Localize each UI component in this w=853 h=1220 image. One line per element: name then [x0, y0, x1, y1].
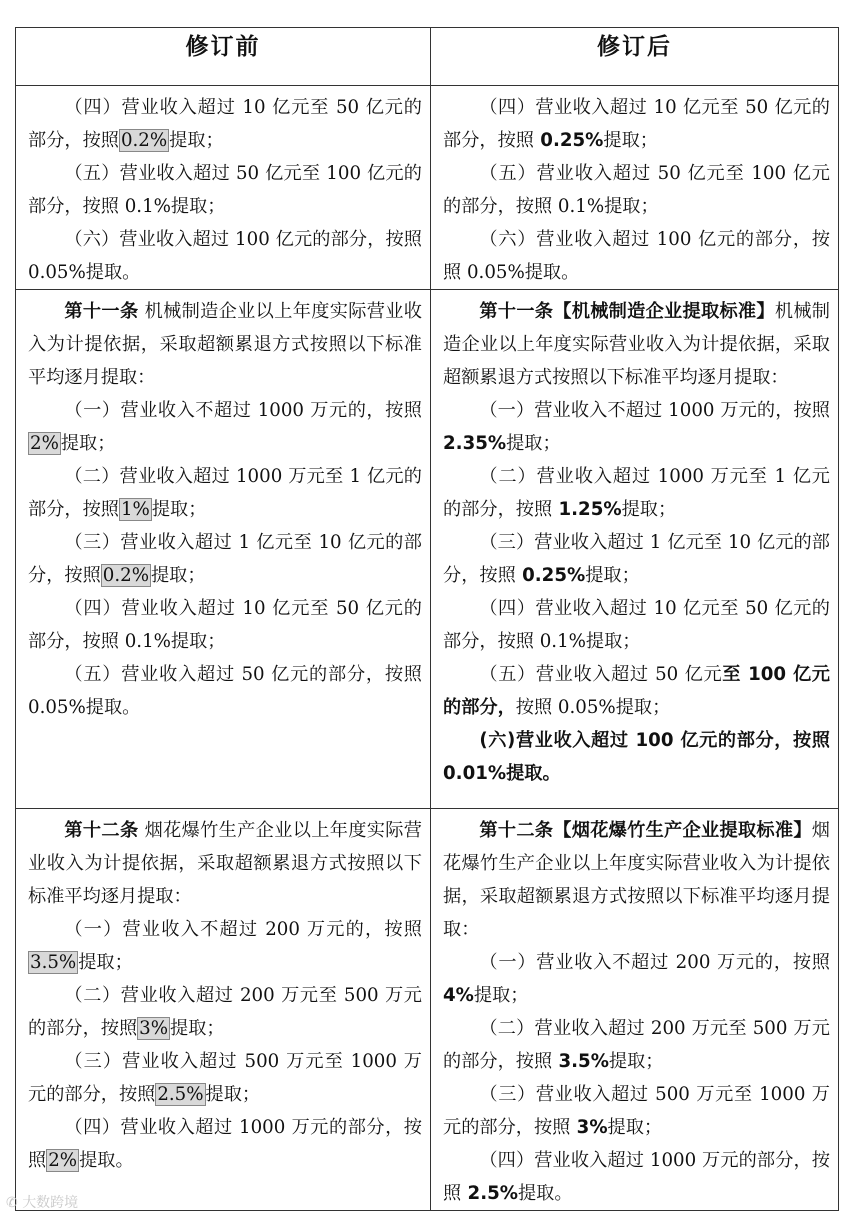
- cell-after: [431, 809, 839, 1211]
- text: （一）营业收入不超过 1000 万元的，按照: [64, 400, 422, 421]
- paragraph: [28, 1045, 422, 1111]
- text: 机械制造企业以上年度实际营业收入为计提依据，采取超额累退方式按照以下标准平均逐月提取：: [28, 301, 422, 388]
- cell-before: [16, 290, 431, 809]
- watermark-text: 大数跨境: [22, 1195, 79, 1211]
- paragraph: [443, 526, 830, 592]
- paragraph: [28, 394, 422, 460]
- paragraph: [443, 460, 830, 526]
- text: 提取；: [473, 985, 529, 1006]
- text: 提取；: [608, 1051, 664, 1072]
- cell-after: [431, 86, 839, 290]
- text: 提取；: [205, 1084, 261, 1105]
- text: 提取；: [603, 130, 658, 151]
- paragraph: [28, 1111, 422, 1177]
- article-title: 第十一条【机械制造企业提取标准】: [479, 301, 775, 322]
- text: （一）营业收入不超过 1000 万元的，按照: [479, 400, 830, 421]
- paragraph: （五）营业收入超过 50 亿元至 100 亿元的部分，按照 0.1%提取；: [443, 163, 830, 217]
- text: 提取；: [506, 433, 561, 454]
- revised-rate: 3%: [570, 1117, 608, 1138]
- highlighted-rate: 1%: [120, 499, 150, 520]
- text: 提取。: [517, 1183, 573, 1204]
- text: （二）营业收入超过 1000 万元至 1 亿元的部分，按照: [443, 466, 830, 520]
- cell-after: [431, 290, 839, 809]
- highlighted-rate: 2.5%: [157, 1084, 204, 1105]
- text: （一）营业收入不超过 200 万元的，按照: [479, 952, 830, 973]
- paragraph: [28, 91, 422, 157]
- revised-rate: 2.5%: [461, 1183, 518, 1204]
- revised-text: 至 100 亿元的部分，: [443, 664, 830, 718]
- text: （二）营业收入超过 1000 万元至 1 亿元的部分，按照: [28, 466, 422, 520]
- highlighted-rate: 2%: [48, 1150, 78, 1171]
- paragraph: [443, 658, 830, 724]
- text: 提取；: [170, 1018, 225, 1039]
- highlighted-rate: 0.2%: [102, 565, 149, 586]
- cell-before: [16, 809, 431, 1211]
- text: 提取；: [169, 130, 224, 151]
- table-row: [16, 86, 839, 290]
- revised-rate: 3.5%: [552, 1051, 609, 1072]
- text: （四）营业收入超过 10 亿元至 50 亿元的部分，按照: [443, 97, 830, 151]
- text: 提取；: [607, 1117, 663, 1138]
- text: （五）营业收入超过 50 亿元: [479, 664, 723, 685]
- revised-rate: 2.35%: [443, 433, 507, 454]
- text: （四）营业收入超过 10 亿元至 50 亿元的部分，按照: [28, 97, 422, 151]
- cell-before: [16, 86, 431, 290]
- paragraph: （六）营业收入超过 100 亿元的部分，按照 0.05%提取。: [28, 229, 422, 283]
- paragraph: [28, 979, 422, 1045]
- watermark-logo-icon: ✆: [6, 1195, 23, 1211]
- text: 机械制造企业以上年度实际营业收入为计提依据，采取超额累退方式按照以下标准平均逐月提取：: [443, 301, 830, 388]
- paragraph: [443, 1012, 830, 1078]
- text: （三）营业收入超过 1 亿元至 10 亿元的部分，按照: [443, 532, 830, 586]
- highlighted-rate: 3.5%: [30, 952, 77, 973]
- article-paragraph: [28, 295, 422, 394]
- text: 提取；: [150, 565, 206, 586]
- article-title: 第十二条: [64, 820, 139, 841]
- text: （四）营业收入超过 1000 万元的部分，按照: [443, 1150, 830, 1204]
- revised-rate: 0.25%: [533, 130, 604, 151]
- text: 提取；: [151, 499, 207, 520]
- watermark: [6, 1192, 78, 1212]
- text: （四）营业收入超过 1000 万元的部分，按照: [28, 1117, 422, 1171]
- comparison-table: [15, 27, 839, 1211]
- article-paragraph: [28, 814, 422, 913]
- new-paragraph: (六)营业收入超过 100 亿元的部分，按照 0.01%提取。: [443, 730, 830, 784]
- paragraph: [443, 1144, 830, 1210]
- paragraph: [443, 1078, 830, 1144]
- text: （三）营业收入超过 1 亿元至 10 亿元的部分，按照: [28, 532, 422, 586]
- table-row: [16, 809, 839, 1211]
- paragraph: [443, 946, 830, 1012]
- text: 提取。: [79, 1150, 134, 1171]
- paragraph: （五）营业收入超过 50 亿元的部分，按照 0.05%提取。: [28, 664, 422, 718]
- text: （二）营业收入超过 200 万元至 500 万元的部分，按照: [28, 985, 422, 1039]
- text: （一）营业收入不超过 200 万元的，按照: [64, 919, 422, 940]
- text: （三）营业收入超过 500 万元至 1000 万元的部分，按照: [443, 1084, 830, 1138]
- article-paragraph: [443, 814, 830, 946]
- paragraph: [28, 913, 422, 979]
- text: 提取；: [78, 952, 133, 973]
- paragraph: [28, 526, 422, 592]
- text: 提取；: [621, 499, 677, 520]
- paragraph: [443, 394, 830, 460]
- revised-rate: 1.25%: [552, 499, 622, 520]
- paragraph: [443, 91, 830, 157]
- text: （二）营业收入超过 200 万元至 500 万元的部分，按照: [443, 1018, 830, 1072]
- text: 烟花爆竹生产企业以上年度实际营业收入为计提依据，采取超额累退方式按照以下标准平均逐月提取：: [28, 820, 422, 907]
- paragraph: （四）营业收入超过 10 亿元至 50 亿元的部分，按照 0.1%提取；: [443, 598, 830, 652]
- highlighted-rate: 2%: [30, 433, 59, 454]
- header-before: 修订前: [16, 28, 431, 86]
- revised-rate: 0.25%: [515, 565, 586, 586]
- article-title: 第十二条【烟花爆竹生产企业提取标准】: [479, 820, 812, 841]
- text: （三）营业收入超过 500 万元至 1000 万元的部分，按照: [28, 1051, 422, 1105]
- paragraph: （六）营业收入超过 100 亿元的部分，按照 0.05%提取。: [443, 229, 830, 283]
- paragraph: （四）营业收入超过 10 亿元至 50 亿元的部分，按照 0.1%提取；: [28, 598, 422, 652]
- text: 提取；: [60, 433, 116, 454]
- paragraph: （五）营业收入超过 50 亿元至 100 亿元的部分，按照 0.1%提取；: [28, 163, 422, 217]
- paragraph: [28, 460, 422, 526]
- text: 烟花爆竹生产企业以上年度实际营业收入为计提依据，采取超额累退方式按照以下标准平均逐月提取：: [443, 820, 830, 940]
- article-title: 第十一条: [64, 301, 139, 322]
- text: 按照 0.05%提取；: [515, 697, 671, 718]
- table-row: [16, 290, 839, 809]
- highlighted-rate: 3%: [139, 1018, 168, 1039]
- article-paragraph: [443, 295, 830, 394]
- header-after: 修订后: [431, 28, 839, 86]
- text: 提取；: [585, 565, 640, 586]
- highlighted-rate: 0.2%: [120, 130, 168, 151]
- revised-rate: 4%: [443, 985, 474, 1006]
